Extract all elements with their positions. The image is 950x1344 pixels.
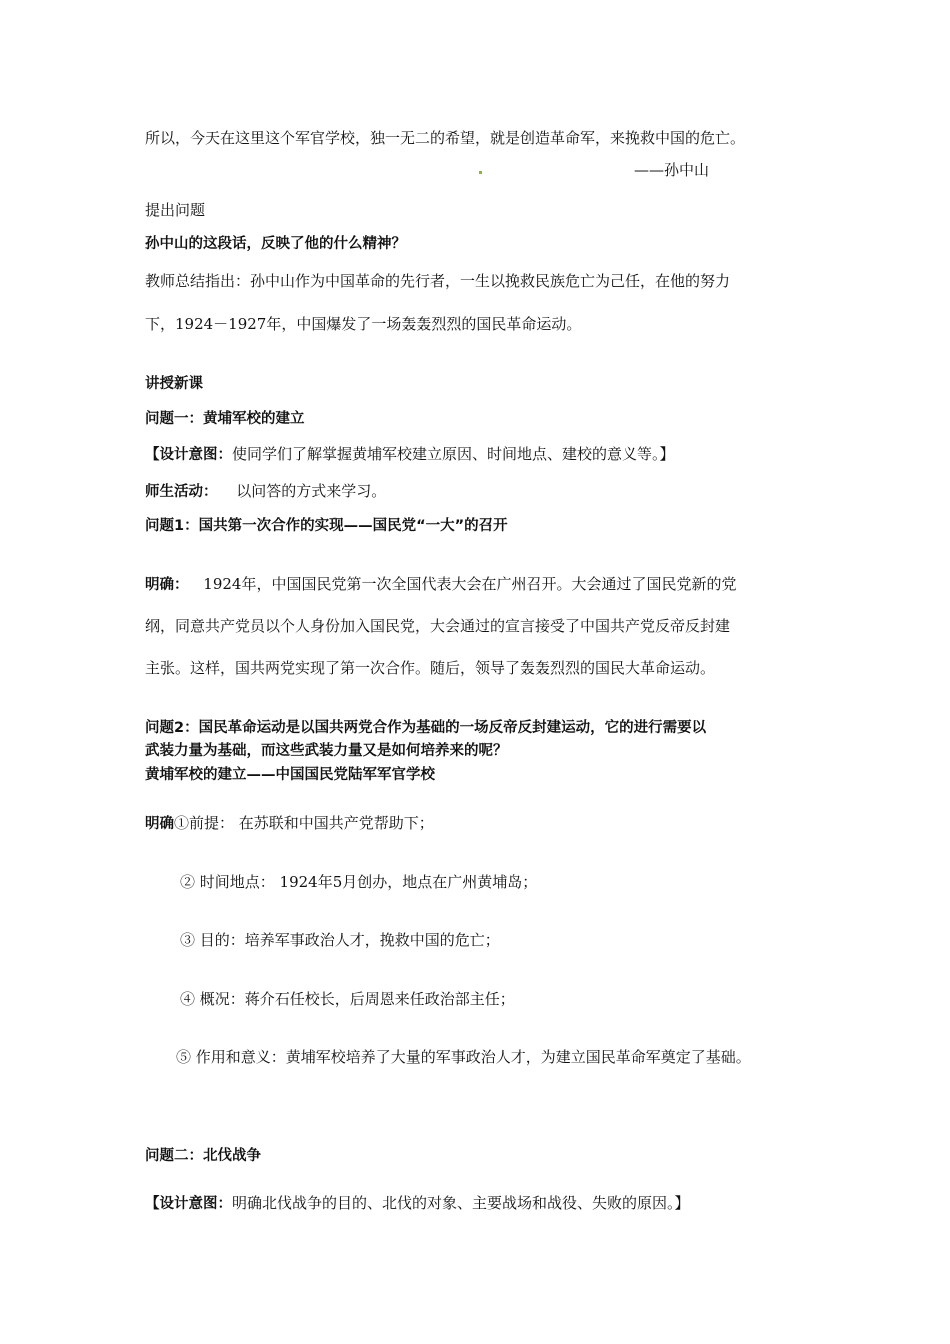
point-1 <box>145 813 434 834</box>
activity-label: 师生活动： <box>145 484 218 500</box>
answer-label: 明确： <box>145 577 189 593</box>
intro-question: 孙中山的这段话，反映了他的什么精神？ <box>145 236 406 252</box>
point-3: ③ 目的：培养军事政治人才，挽救中国的危亡； <box>180 931 500 949</box>
design-intent <box>145 444 675 465</box>
quote-text: 所以，今天在这里这个军官学校，独一无二的希望，就是创造革命军，来挽救中国的危亡。 <box>145 129 746 147</box>
question2-line3: 黄埔军校的建立——中国国民党陆军军官学校 <box>145 767 435 783</box>
dot-mark <box>479 171 482 174</box>
intro-summary-line1: 教师总结指出：孙中山作为中国革命的先行者，一生以挽救民族危亡为己任，在他的努力 <box>145 272 731 290</box>
design-intent-2-label: 【设计意图： <box>145 1196 232 1212</box>
question2-line1: 问题2：国民革命运动是以国共两党合作为基础的一场反帝反封建运动，它的进行需要以 <box>145 720 707 736</box>
quote-attribution: ——孙中山 <box>634 161 710 179</box>
answer-line2: 纲，同意共产党员以个人身份加入国民党，大会通过的宣言接受了中国共产党反帝反封建 <box>145 617 731 635</box>
topic2-heading: 问题二：北伐战争 <box>145 1148 261 1164</box>
design-intent-text: 使同学们了解掌握黄埔军校建立原因、时间地点、建校的意义等。】 <box>232 445 675 463</box>
activity <box>145 481 386 502</box>
point-5: ⑤ 作用和意义：黄埔军校培养了大量的军事政治人才，为建立国民革命军奠定了基础。 <box>176 1048 751 1066</box>
activity-text: 以问答的方式来学习。 <box>236 482 387 500</box>
question1: 问题1：国共第一次合作的实现——国民党“一大”的召开 <box>145 518 508 534</box>
answer-line3: 主张。这样，国共两党实现了第一次合作。随后，领导了轰轰烈烈的国民大革命运动。 <box>145 659 716 677</box>
points-label: 明确 <box>145 816 174 832</box>
topic1-heading: 问题一：黄埔军校的建立 <box>145 411 305 427</box>
point-2: ② 时间地点： 1924年5月创办，地点在广州黄埔岛； <box>180 873 538 891</box>
intro-summary-line2: 下，1924－1927年，中国爆发了一场轰轰烈烈的国民革命运动。 <box>145 315 582 333</box>
design-intent-2-text: 明确北伐战争的目的、北伐的对象、主要战场和战役、失败的原因。】 <box>232 1194 690 1212</box>
lesson-heading: 讲授新课 <box>145 376 203 392</box>
point-4: ④ 概况：蒋介石任校长，后周恩来任政治部主任； <box>180 990 515 1008</box>
design-intent-label: 【设计意图： <box>145 447 232 463</box>
design-intent-2 <box>145 1193 690 1214</box>
answer-line1 <box>145 574 736 595</box>
intro-heading: 提出问题 <box>145 201 206 219</box>
question2-line2: 武装力量为基础，而这些武装力量又是如何培养来的呢？ <box>145 743 508 759</box>
point-1-text: ①前提： 在苏联和中国共产党帮助下； <box>174 814 434 832</box>
answer-line1-text: 1924年，中国国民党第一次全国代表大会在广州召开。大会通过了国民党新的党 <box>203 575 737 593</box>
